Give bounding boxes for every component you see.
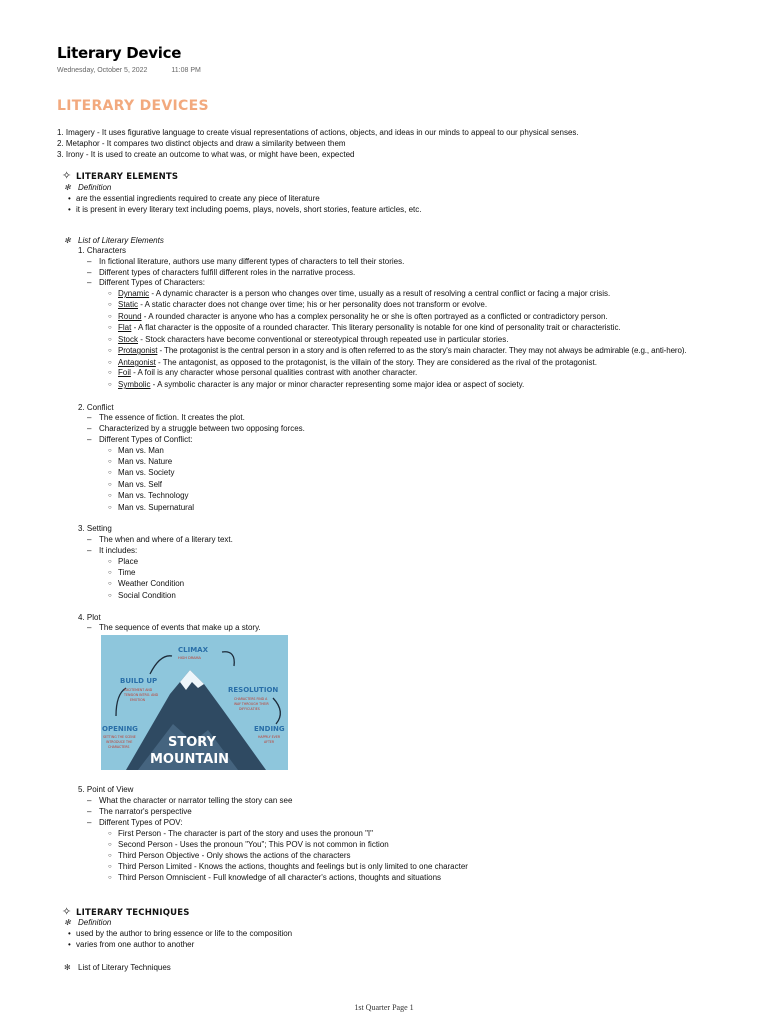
diamond-outline-icon: ✧ [62,169,72,182]
intro-line: 1. Imagery - It uses figurative language to create visual representations of actions, objects, and ideas in our minds to appeal to our physical senses. [57,128,579,137]
list-item: – The when and where of a literary text. [87,535,233,544]
main-heading: LITERARY DEVICES [57,98,209,114]
open-sub: INTRODUCE THE [106,740,133,744]
definition-label: ✻ Definition [64,183,112,192]
res-sub: DIFFICULTIES [239,707,260,711]
list-item: – In fictional literature, authors use many different types of characters to tell their stories. [87,257,405,266]
conflict-type: ○ Man vs. Self [108,480,163,489]
list-item: • are the essential ingredients required to create any piece of literature [68,194,320,203]
story-mountain-image [98,632,291,773]
list-item: • varies from one author to another [68,940,195,949]
list-item: – The narrator's perspective [87,807,192,816]
pov-type: ○ First Person - The character is part of the story and uses the pronoun "I" [108,829,373,838]
resolution-label: RESOLUTION [228,686,279,694]
conflict-type: ○ Man vs. Technology [108,491,189,500]
res-sub: WAY THROUGH THEIR [234,702,269,706]
list-item: – Different Types of POV: [87,818,183,827]
pov-heading: 5. Point of View [78,785,134,794]
pov-type: ○ Third Person Objective - Only shows the actions of the characters [108,851,351,860]
character-type: ○ Dynamic - A dynamic character is a person who changes over time, usually as a result of resolving a central conflict or facing a major crisis. [108,289,611,298]
res-sub: CHARACTERS FIND A [234,697,268,701]
end-sub: HAPPILY EVER [258,735,281,739]
list-item: – Characterized by a struggle between two opposing forces. [87,424,305,433]
build-sub: TENSION INTRO. AND [124,693,159,697]
pov-type: ○ Third Person Omniscient - Full knowledge of all character's actions, thoughts and situations [108,873,442,882]
definition-label: ✻ Definition [64,918,112,927]
list-item: – What the character or narrator telling the story can see [87,796,293,805]
section-literary-elements [62,169,178,182]
page-meta [57,67,223,74]
intro-line: 3. Irony - It is used to create an outcome to what was, or might have been, expected [57,150,355,159]
page-title: Literary Device [57,44,182,62]
list-item: • it is present in every literary text including poems, plays, novels, short stories, feature articles, etc. [68,205,422,214]
list-item: – The essence of fiction. It creates the plot. [87,413,245,422]
list-item: • used by the author to bring essence or life to the composition [68,929,293,938]
intro-line: 2. Metaphor - It compares two distinct objects and draw a similarity between them [57,139,346,148]
conflict-type: ○ Man vs. Society [108,468,175,477]
opening-label: OPENING [102,725,138,733]
character-type: ○ Protagonist - The protagonist is the central person in a story and is often referred to as the story's main character. They may not always be admirable (e.g., anti-hero). [108,346,687,355]
section-heading: LITERARY ELEMENTS [76,172,179,182]
page-date: Wednesday, October 5, 2022 [57,67,148,74]
conflict-type: ○ Man vs. Nature [108,457,173,466]
section-heading: LITERARY TECHNIQUES [76,908,190,918]
list-label: ✻ List of Literary Techniques [64,963,171,972]
build-up-label: BUILD UP [120,677,158,685]
pov-type: ○ Third Person Limited - Knows the actions, thoughts and feelings but is only limited to one character [108,862,468,871]
build-sub: EMOTION [130,698,146,702]
conflict-type: ○ Man vs. Man [108,446,164,455]
build-sub: EXCITEMENT AND [124,688,153,692]
diamond-outline-icon: ✧ [62,905,72,918]
list-label: ✻ List of Literary Elements [64,236,164,245]
characters-heading: 1. Characters [78,246,127,255]
character-type: ○ Foil - A foil is any character whose personal qualities contrast with another character. [108,368,418,377]
list-item: – Different types of characters fulfill different roles in the narrative process. [87,268,356,277]
climax-sub: HIGH DRAMA [178,656,201,660]
character-type: ○ Round - A rounded character is anyone who has a complex personality he or she is often portrayed as a conflicted or contradictory person. [108,312,608,321]
open-sub: SETTING THE SCENE [103,735,136,739]
open-sub: CHARACTERS [108,745,130,749]
character-type: ○ Symbolic - A symbolic character is any major or minor character representing some major idea or aspect of society. [108,380,525,389]
setting-type: ○ Social Condition [108,591,176,600]
asterisk-icon: ✻ [64,918,71,927]
character-type: ○ Stock - Stock characters have become conventional or stereotypical through repeated use in particular stories. [108,335,509,344]
story-title: STORY [168,735,216,750]
asterisk-icon: ✻ [64,236,71,245]
pov-type: ○ Second Person - Uses the pronoun "You"; This POV is not common in fiction [108,840,389,849]
character-type: ○ Flat - A flat character is the opposite of a rounded character. This literary personality is notable for one kind of personality trait or characteristic. [108,323,621,332]
asterisk-icon: ✻ [64,963,71,972]
setting-type: ○ Place [108,557,139,566]
ending-label: ENDING [254,725,285,733]
character-type: ○ Static - A static character does not change over time; his or her personality does not transform or evolve. [108,300,488,309]
climax-label: CLIMAX [178,646,208,654]
setting-type: ○ Weather Condition [108,579,185,588]
setting-heading: 3. Setting [78,524,112,533]
setting-type: ○ Time [108,568,136,577]
character-type: ○ Antagonist - The antagonist, as opposed to the protagonist, is the villain of the story. They are considered as the rival of the protagonist. [108,358,597,367]
conflict-type: ○ Man vs. Supernatural [108,503,195,512]
list-item: – It includes: [87,546,138,555]
asterisk-icon: ✻ [64,183,71,192]
list-item: – The sequence of events that make up a story. [87,623,261,632]
page-footer: 1st Quarter Page 1 [354,1003,414,1012]
mountain-title: MOUNTAIN [150,752,230,767]
page-time: 11:08 PM [171,67,201,74]
conflict-heading: 2. Conflict [78,403,114,412]
plot-heading: 4. Plot [78,613,101,622]
end-sub: AFTER [264,740,275,744]
list-item: – Different Types of Conflict: [87,435,193,444]
list-item: – Different Types of Characters: [87,278,205,287]
